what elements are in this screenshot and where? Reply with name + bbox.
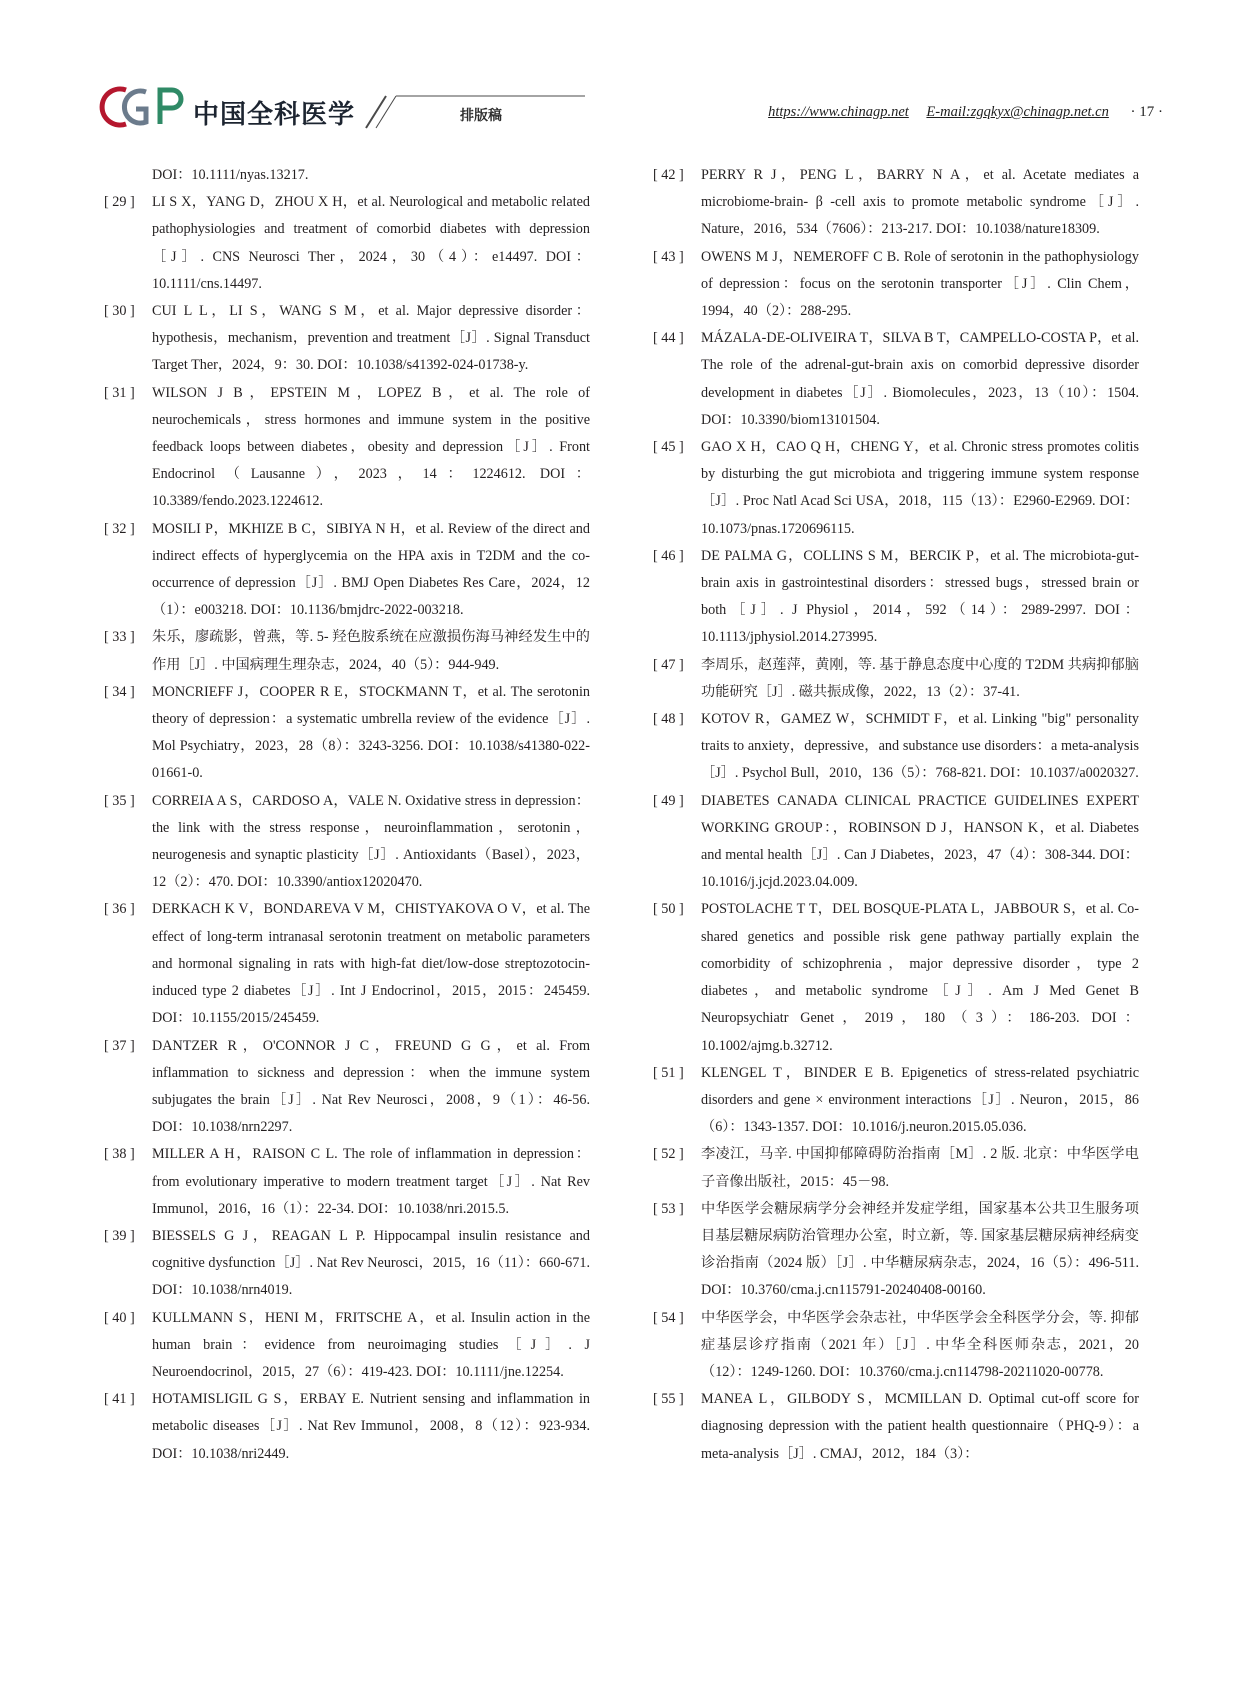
reference-item — [104, 1141, 590, 1223]
reference-item — [653, 1196, 1139, 1305]
reference-number: [ 31 ] — [104, 384, 135, 401]
reference-text: MÁZALA-DE-OLIVEIRA T，SILVA B T，CAMPELLO-COSTA P，et al. The role of the adrenal-gut-brain axis on comorbid depressive disorder development in diabetes［J］. Biomolecules，2023，13（10）：1504. DOI：10.3390/biom13101504. — [701, 330, 1139, 428]
header-contact — [768, 104, 1163, 121]
reference-number: [ 51 ] — [653, 1064, 684, 1081]
reference-number: [ 34 ] — [104, 683, 135, 700]
reference-number: [ 42 ] — [653, 167, 684, 183]
right-column — [653, 162, 1139, 1468]
reference-text: DANTZER R，O'CONNOR J C，FREUND G G，et al. From inflammation to sickness and depression：when the immune system subjugates the brain［J］. Nat Rev Neurosci，2008，9（1）：46-56. DOI：10.1038/nrn2297. — [152, 1037, 591, 1136]
reference-number: [ 50 ] — [653, 901, 684, 918]
reference-text: OWENS M J，NEMEROFF C B. Role of serotonin in the pathophysiology of depression：focus on the serotonin transporter［J］. Clin Chem，1994，40（2）：288-295. — [701, 248, 1139, 320]
reference-item — [104, 679, 590, 788]
reference-text: 李周乐，赵莲萍，黄刚，等. 基于静息态度中心度的 T2DM 共病抑郁脑功能研究［J］. 磁共振成像，2022，13（2）：37-41. — [701, 656, 1139, 700]
reference-item — [653, 1386, 1139, 1468]
reference-text: PERRY R J，PENG L，BARRY N A，et al. Acetate mediates a microbiome-brain- β -cell axis to promote metabolic syndrome［J］. Nature，2016，534（7606）：213-217. DOI：10.1038/nature18309. — [701, 167, 1139, 238]
reference-number: [ 55 ] — [653, 1391, 684, 1408]
reference-item — [653, 706, 1139, 788]
reference-text: CORREIA A S，CARDOSO A，VALE N. Oxidative stress in depression：the link with the stress response，neuroinflammation，serotonin，neurogenesis and synaptic plasticity［J］. Antioxidants（Basel），2023，12（2）：470. DOI：10.3390/antiox12020470. — [152, 792, 590, 891]
reference-item — [653, 244, 1139, 326]
reference-text: KLENGEL T，BINDER E B. Epigenetics of stress-related psychiatric disorders and gene × environment interactions［J］. Neuron，2015，86（6）：1343-1357. DOI：10.1016/j.neuron.2015.05.036. — [701, 1064, 1139, 1136]
page-header — [0, 0, 1247, 150]
page-number: · 17 · — [1130, 104, 1163, 120]
reference-item — [104, 1305, 590, 1387]
reference-item — [104, 298, 590, 380]
reference-item — [104, 1033, 590, 1142]
reference-number: [ 52 ] — [653, 1146, 684, 1163]
reference-item — [104, 788, 590, 897]
reference-text: MONCRIEFF J，COOPER R E，STOCKMANN T，et al. The serotonin theory of depression：a systematic umbrella review of the evidence［J］. Mol Psychiatry，2023，28（8）：3243-3256. DOI：10.1038/s41380-022-01661-0. — [152, 683, 590, 782]
reference-item — [653, 1305, 1139, 1387]
reference-item — [653, 788, 1139, 897]
reference-text: WILSON J B，EPSTEIN M，LOPEZ B，et al. The role of neurochemicals，stress hormones and immune system in the positive feedback loops between diabetes，obesity and depression［J］. Front Endocrinol（Lausanne），2023，14：1224612. DOI：10.3389/fendo.2023.1224612. — [152, 384, 590, 510]
reference-number: [ 29 ] — [104, 194, 135, 211]
journal-url[interactable]: https://www.chinagp.net — [768, 104, 909, 120]
reference-text: KULLMANN S，HENI M，FRITSCHE A，et al. Insulin action in the human brain：evidence from neuroimaging studies［J］. J Neuroendocrinol，2015，27（6）：419-423. DOI：10.1111/jne.12254. — [152, 1309, 590, 1380]
reference-item — [653, 543, 1139, 652]
reference-item — [653, 1141, 1139, 1195]
reference-number: [ 33 ] — [104, 629, 135, 646]
reference-item — [104, 380, 590, 516]
reference-number: [ 43 ] — [653, 248, 684, 265]
reference-item — [104, 189, 590, 298]
reference-text: MILLER A H，RAISON C L. The role of inflammation in depression：from evolutionary imperative to modern treatment target［J］. Nat Rev Immunol，2016，16（1）：22-34. DOI：10.1038/nri.2015.5. — [152, 1146, 590, 1217]
brand-name: 中国全科医学 — [193, 100, 356, 130]
reference-text: CUI L L，LI S，WANG S M，et al. Major depressive disorder：hypothesis，mechanism，prevention and treatment［J］. Signal Transduct Target Ther，2024，9：30. DOI：10.1038/s41392-024-01738-y. — [152, 303, 590, 374]
reference-continuation: DOI：10.1111/nyas.13217. — [152, 167, 309, 183]
reference-number: [ 47 ] — [653, 656, 684, 673]
reference-item — [104, 1386, 590, 1468]
reference-text: 中华医学会，中华医学会杂志社，中华医学会全科医学分会，等. 抑郁症基层诊疗指南（2021 年）［J］. 中华全科医师杂志，2021，20（12）：1249-1260. DOI：10.3760/cma.j.cn114798-20211020-00778. — [701, 1309, 1139, 1380]
reference-text: BIESSELS G J，REAGAN L P. Hippocampal insulin resistance and cognitive dysfunction［J］. Nat Rev Neurosci，2015，16（11）：660-671. DOI：10.1038/nrn4019. — [152, 1227, 590, 1299]
reference-number: [ 35 ] — [104, 792, 135, 809]
reference-item — [653, 434, 1139, 543]
reference-text: DERKACH K V，BONDAREVA V M，CHISTYAKOVA O V，et al. The effect of long-term intranasal serotonin treatment on metabolic parameters and hormonal signaling in rats with high-fat diet/low-dose streptozotocin-induced type 2 diabetes［J］. Int J Endocrinol，2015，2015：245459. DOI：10.1155/2015/245459. — [152, 901, 590, 1027]
reference-number: [ 45 ] — [653, 439, 684, 456]
left-column — [104, 162, 590, 1468]
reference-item — [104, 896, 590, 1032]
reference-item — [653, 896, 1139, 1059]
reference-number: [ 48 ] — [653, 711, 684, 728]
reference-item — [653, 325, 1139, 434]
reference-number: [ 46 ] — [653, 547, 684, 564]
reference-text: 朱乐，廖疏影，曾燕，等. 5- 羟色胺系统在应激损伤海马神经发生中的作用［J］. 中国病理生理杂志，2024，40（5）：944-949. — [152, 629, 590, 673]
reference-number: [ 39 ] — [104, 1227, 135, 1244]
reference-number: [ 53 ] — [653, 1200, 684, 1217]
reference-number: [ 37 ] — [104, 1037, 135, 1054]
reference-text: MOSILI P，MKHIZE B C，SIBIYA N H，et al. Review of the direct and indirect effects of hyperglycemia on the HPA axis in T2DM and the co-occurrence of depression［J］. BMJ Open Diabetes Res Care，2024，12（1）：e003218. DOI：10.1136/bmjdrc-2022-003218. — [152, 520, 590, 619]
reference-item — [104, 516, 590, 625]
reference-item — [653, 1060, 1139, 1142]
reference-number: [ 38 ] — [104, 1146, 135, 1163]
reference-number: [ 44 ] — [653, 330, 684, 347]
reference-number: [ 54 ] — [653, 1309, 684, 1326]
draft-badge: 排版稿 — [460, 108, 502, 124]
reference-item — [104, 1223, 590, 1305]
reference-text: DE PALMA G，COLLINS S M，BERCIK P，et al. The microbiota-gut-brain axis in gastrointestinal disorders：stressed bugs，stressed brain or both［J］. J Physiol，2014，592（14）：2989-2997. DOI：10.1113/jphysiol.2014.273995. — [701, 547, 1139, 646]
reference-text: 李凌江，马辛. 中国抑郁障碍防治指南［M］. 2 版. 北京：中华医学电子音像出版社，2015：45－98. — [701, 1146, 1139, 1190]
reference-text: KOTOV R，GAMEZ W，SCHMIDT F，et al. Linking "big" personality traits to anxiety，depressive，and substance use disorders：a meta-analysis［J］. Psychol Bull，2010，136（5）：768-821. DOI：10.1037/a0020327. — [701, 711, 1139, 782]
reference-item — [653, 652, 1139, 706]
reference-text: LI S X，YANG D，ZHOU X H，et al. Neurological and metabolic related pathophysiologies and treatment of comorbid diabetes with depression［J］. CNS Neurosci Ther，2024，30（4）：e14497. DOI：10.1111/cns.14497. — [152, 194, 590, 292]
reference-text: POSTOLACHE T T，DEL BOSQUE-PLATA L，JABBOUR S，et al. Co-shared genetics and possible risk gene pathway partially explain the comorbidity of schizophrenia，major depressive disorder，type 2 diabetes，and metabolic syndrome［J］. Am J Med Genet B Neuropsychiatr Genet，2019，180（3）：186-203. DOI：10.1002/ajmg.b.32712. — [701, 901, 1139, 1054]
reference-number: [ 41 ] — [104, 1391, 135, 1408]
reference-item — [653, 162, 1139, 244]
reference-text: 中华医学会糖尿病学分会神经并发症学组，国家基本公共卫生服务项目基层糖尿病防治管理办公室，时立新，等. 国家基层糖尿病神经病变诊治指南（2024 版）［J］. 中华糖尿病杂志，2024，16（5）：496-511. DOI：10.3760/cma.j.cn115791-20240408-00160. — [701, 1200, 1139, 1299]
reference-text: GAO X H，CAO Q H，CHENG Y，et al. Chronic stress promotes colitis by disturbing the gut microbiota and triggering immune system response［J］. Proc Natl Acad Sci USA，2018，115（13）：E2960-E2969. DOI：10.1073/pnas.1720696115. — [701, 439, 1139, 537]
reference-item — [104, 624, 590, 678]
journal-email[interactable]: E-mail:zgqkyx@chinagp.net.cn — [926, 104, 1109, 120]
reference-number: [ 49 ] — [653, 792, 684, 809]
reference-text: DIABETES CANADA CLINICAL PRACTICE GUIDELINES EXPERT WORKING GROUP：，ROBINSON D J，HANSON K，et al. Diabetes and mental health［J］. Can J Diabetes，2023，47（4）：308-344. DOI：10.1016/j.jcjd.2023.04.009. — [701, 792, 1139, 891]
reference-number: [ 36 ] — [104, 901, 135, 918]
reference-text: MANEA L，GILBODY S，MCMILLAN D. Optimal cut-off score for diagnosing depression with the patient health questionnaire（PHQ-9）：a meta-analysis［J］. CMAJ，2012，184（3）： — [701, 1391, 1139, 1462]
journal-logo — [96, 82, 196, 132]
reference-number: [ 30 ] — [104, 303, 135, 320]
reference-number: [ 40 ] — [104, 1309, 135, 1326]
reference-number: [ 32 ] — [104, 520, 135, 537]
reference-text: HOTAMISLIGIL G S，ERBAY E. Nutrient sensing and inflammation in metabolic diseases［J］. Nat Rev Immunol，2008，8（12）：923-934. DOI：10.1038/nri2449. — [152, 1391, 590, 1462]
